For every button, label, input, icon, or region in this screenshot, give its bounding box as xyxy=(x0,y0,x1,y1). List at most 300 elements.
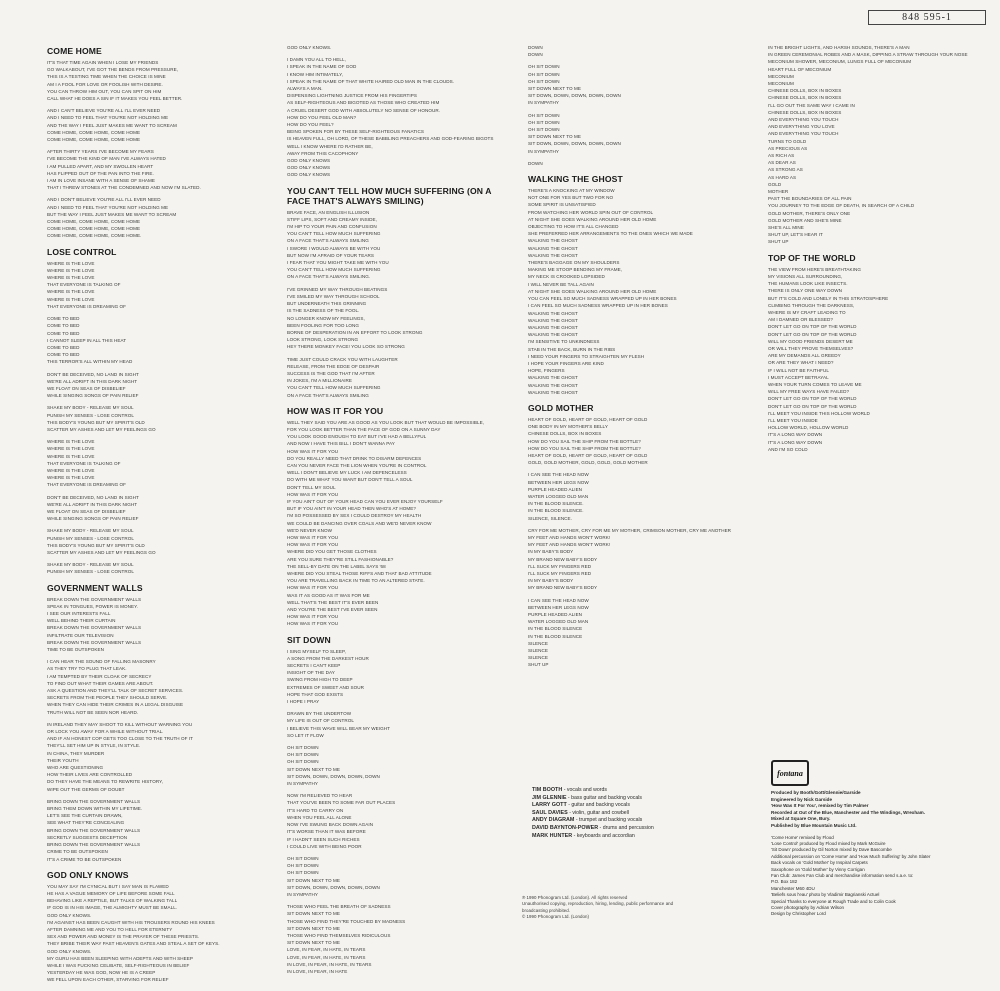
lyric-line: MECONIUM xyxy=(768,73,794,79)
lyric-line: WHERE IS THE LOVE xyxy=(47,467,95,473)
lyric-line: I FEAR THAT YOU MIGHT TAKE ME WITH YOU xyxy=(287,260,389,266)
lyric-line: HEART FULL OF MECONIUM xyxy=(768,66,832,72)
lyric-line: THIS IS A TESTING TIME WHEN THE CHOICE IS MINE xyxy=(47,74,166,80)
lyric-line: MOTHER xyxy=(768,189,789,195)
lyric-line: SECRETS I CAN'T KEEP xyxy=(287,663,341,669)
lyric-line: IN THE BLOOD SILENCE. xyxy=(528,501,584,507)
lyric-line: I SPEAK IN THE NAME OF THAT WHITE HAIRED OLD MAN IN THE CLOUDS. xyxy=(287,78,455,84)
lyric-line: DRAWN BY THE UNDERTOW xyxy=(287,711,352,717)
lyric-line: GOLD MOTHER, THERE'S ONLY ONE xyxy=(768,210,851,216)
lyric-line: MY GURU HAS BEEN SLEEPING WITH ADEPTS AND WITH SHEEP xyxy=(47,955,193,961)
lyric-line: GOD ONLY KNOWS xyxy=(287,158,331,164)
lyric-line: INSIGHT OF THE DAY xyxy=(287,670,335,676)
lyric-line: WHERE IS THE LOVE xyxy=(47,275,95,281)
lyric-line: SIT DOWN, DOWN, DOWN, DOWN, DOWN xyxy=(287,773,380,779)
lyric-line: WELL I KNOW WHERE I'D RATHER BE, xyxy=(287,143,373,149)
lyric-line: WATER LOGGED OLD MAN xyxy=(528,619,589,625)
lyric-line: IN GREEN CEREMONIAL ROBES AND A MASK, DIPPING A STRAW THROUGH YOUR NOSE xyxy=(768,52,968,58)
production-note: Manchester M60 4DU xyxy=(771,885,815,891)
lyric-line: DOWN xyxy=(528,52,543,58)
lyric-line: THAT EVERYONE IS DREAMING OF xyxy=(47,482,126,488)
personnel-row xyxy=(532,825,752,833)
lyric-line: I'VE BECOME THE KIND OF MAN I'VE ALWAYS HATED xyxy=(47,156,166,162)
lyric-line: A CRUEL DESERT GOD WITH ABSOLUTELY NO SENSE OF HONOUR. xyxy=(287,107,441,113)
lyric-line: BRING THEM DOWN WITHIN MY LIFETIME. xyxy=(47,806,143,812)
lyric-line: FROM WATCHING HER WORLD SPIN OUT OF CONTROL xyxy=(528,209,654,215)
stanza xyxy=(47,404,273,433)
member-role: - violin, guitar and cowbell xyxy=(569,809,629,816)
production-note: Design by Christopher Lord xyxy=(771,911,826,917)
production-credits xyxy=(771,790,986,918)
lyric-line: I AM TEMPTED BY THEIR CLOAK OF SECRECY xyxy=(47,673,152,679)
song-block xyxy=(287,635,513,976)
stanza xyxy=(47,260,273,310)
stanza xyxy=(47,658,273,716)
lyric-line: YOU CAN THROW HIM OUT, YOU CAN SPIT ON HIM xyxy=(47,88,162,94)
lyric-line: GOD ONLY KNOWS. xyxy=(47,912,92,918)
lyric-line: SIT DOWN, DOWN, DOWN, DOWN, DOWN xyxy=(528,93,621,99)
lyric-line: IN SYMPATHY xyxy=(528,100,560,106)
lyric-line: IT'S A LONG WAY DOWN xyxy=(768,432,823,438)
lyric-line: THIS BODY'S YOUNG BUT MY SPIRIT'S OLD xyxy=(47,419,145,425)
lyric-line: THERE'S BAGGAGE ON MY SHOULDERS xyxy=(528,260,620,266)
lyric-line: MY NECK IS CROOKED LOPSIDED xyxy=(528,274,605,280)
lyric-line: IT'S A LONG WAY DOWN xyxy=(768,439,823,445)
song-block xyxy=(287,186,513,399)
lyric-line: SIT DOWN NEXT TO ME xyxy=(528,134,581,140)
legal-line: ℗ 1990 Phonogram Ltd. (London). All rights reserved xyxy=(522,895,628,900)
stanza xyxy=(287,209,513,281)
lyric-line: COME TO BED xyxy=(47,344,80,350)
lyric-line: SECRETS FROM THE PEOPLE THEY SHOULD SERVE. xyxy=(47,695,168,701)
lyric-line: COME TO BED xyxy=(47,323,80,329)
lyric-line: THE HUMANS LOOK LIKE INSECTS. xyxy=(768,281,848,287)
song-title: SIT DOWN xyxy=(287,634,331,645)
lyric-line: I KNOW HIM INTIMATELY, xyxy=(287,71,343,77)
song-block xyxy=(47,870,273,984)
lyric-line: THIS TERROR'S ALL WITHIN MY HEAD xyxy=(47,359,133,365)
song-block xyxy=(768,44,994,246)
lyric-line: CHINESE DOLLS, BOX IN BOXES xyxy=(528,431,602,437)
lyric-line: CALL WHAT HE DOES A SIN IF IT MAKES YOU FEEL BETTER. xyxy=(47,96,183,102)
lyric-line: HE HAS A VAGUE MEMORY OF LIFE BEFORE SOME FALL xyxy=(47,890,175,896)
lyric-line: MECONIUM SHOWER, MECONIUM, LUNGS FULL OF MECONIUM xyxy=(768,59,912,65)
stanza xyxy=(528,416,754,466)
lyric-line: SHUT UP, LET'S HEAR IT xyxy=(768,232,823,238)
stanza xyxy=(528,187,754,396)
stanza xyxy=(287,792,513,850)
stanza xyxy=(47,721,273,793)
lyric-line: I CAN SEE THE HEAD NOW xyxy=(528,597,589,603)
member-role: - vocals and words xyxy=(563,787,607,793)
lyric-line: HOW WAS IT FOR YOU xyxy=(287,448,339,454)
lyric-line: I CAN HEAR THE SOUND OF FALLING MASONRY xyxy=(47,659,156,665)
lyric-line: HOW THEIR LIVES ARE CONTROLLED xyxy=(47,772,133,778)
lyric-line: HOW WAS IT FOR YOU xyxy=(287,542,339,548)
lyric-line: DON'T LET GO ON TOP OF THE WORLD xyxy=(768,331,857,337)
lyric-line: I'M HIP TO YOUR PAIN AND CONFUSION xyxy=(287,224,377,230)
lyric-line: OH SIT DOWN xyxy=(528,119,560,125)
lyric-line: AND THE WAY I FEEL JUST MAKES ME WANT TO SCREAM xyxy=(47,122,177,128)
lyric-line: OH SIT DOWN xyxy=(528,71,560,77)
lyric-line: WHILE I WAS FUCKING CELIBATE, SELF-RIGHTEOUS IN BELIEF xyxy=(47,962,190,968)
stanza xyxy=(287,648,513,706)
song-block xyxy=(47,46,273,240)
lyric-line: SHAKE MY BODY - RELEASE MY SOUL xyxy=(47,528,134,534)
stanza xyxy=(47,371,273,400)
lyric-line: SECRETLY SUGGESTS DECEPTION xyxy=(47,834,128,840)
lyric-line: PURPLE HEADED ALIEN xyxy=(528,612,583,618)
lyric-line: SEE WHAT THEY'RE CONCEALING xyxy=(47,820,125,826)
lyric-line: INFILTRATE OUR TELEVISION xyxy=(47,632,114,638)
lyric-line: GOLD, GOLD MOTHER, GOLD, GOLD, GOLD MOTHER xyxy=(528,460,648,466)
lyric-line: MY LIFE IS OUT OF CONTROL xyxy=(287,718,354,724)
legal-line: broadcasting prohibited. xyxy=(522,907,571,913)
lyric-line: WHEN YOUR TURN COMES TO LEAVE ME xyxy=(768,381,862,387)
lyric-line: AS DEAR AS xyxy=(768,160,796,166)
lyric-line: WHERE IS THE LOVE xyxy=(47,446,95,452)
lyric-line: AND NOW I HAVE THIS BILL I DON'T WANNA PAY xyxy=(287,441,395,447)
lyric-line: I CAN SEE THE HEAD NOW xyxy=(528,472,589,478)
lyric-line: THE VIEW FROM HERE'S BREATHTAKING xyxy=(768,266,861,272)
lyric-line: AS STRONG AS xyxy=(768,167,803,173)
lyric-line: DON'T LET GO ON TOP OF THE WORLD xyxy=(768,324,857,330)
lyric-line: BEING SPOKEN FOR BY THESE SELF-RIGHTEOUS FANATICS xyxy=(287,129,424,135)
lyric-line: THERE'S A KNOCKING AT MY WINDOW xyxy=(528,188,615,194)
lyric-line: WELL THAT'S THE BEST IT'S EVER BEEN xyxy=(287,599,379,605)
lyric-line: AS HARD AS xyxy=(768,174,797,180)
lyric-line: MY BRAND NEW BABY'S BODY xyxy=(528,556,598,562)
member-role: - trumpet and backing vocals xyxy=(575,817,643,824)
lyric-line: COME TO BED xyxy=(47,352,80,358)
lyric-line: ON A FACE THAT'S ALWAYS SMILING xyxy=(287,392,369,398)
lyric-line: ALWAYS A MAN. xyxy=(287,86,323,92)
stanza xyxy=(47,148,273,191)
production-note: 'Beliefs sous l'eau' photo by Vladimir Bagrianski Actuel xyxy=(771,892,880,898)
lyric-line: LET'S SEE THE CURTAIN DRAWN, xyxy=(47,813,123,819)
production-note: Back vocals on 'Gold Mother' by Inspiral Carpets xyxy=(771,860,868,866)
lyric-line: STIFF LIPS, SOFT AND CREAMY INSIDE, xyxy=(287,216,377,222)
lyric-line: I MUST ACCEPT BETRAYAL xyxy=(768,374,829,380)
lyric-line: HEART OF GOLD, HEART OF GOLD, HEART OF GOLD xyxy=(528,416,648,422)
lyric-line: SCATTER MY ASHES AND LET MY FEELINGS GO xyxy=(47,426,156,432)
song-title: GOLD MOTHER xyxy=(528,402,594,413)
lyric-line: BREAK DOWN THE GOVERNMENT WALLS xyxy=(47,596,142,602)
production-note: Fan Club: James Fan Club and merchandise information send s.a.e. to: xyxy=(771,873,914,878)
lyric-line: YOU CAN'T TELL HOW MUCH SUFFERING xyxy=(287,385,381,391)
lyric-line: BUT UNDERNEATH THIS GRINNING xyxy=(287,301,367,307)
lyric-line: OH SIT DOWN xyxy=(287,745,319,751)
lyric-line: IN THE BLOOD SILENCE xyxy=(528,633,583,639)
lyric-line: I SPEAK IN THE NAME OF GOD xyxy=(287,64,357,70)
production-credit: Engineered by Nick Garside xyxy=(771,796,833,802)
lyric-line: CRIME TO BE OUTSPOKEN xyxy=(47,849,108,855)
personnel-row xyxy=(532,817,752,825)
lyric-line: AT NIGHT SHE GOES WALKING AROUND HER OLD HOME xyxy=(528,216,657,222)
lyric-line: AS PRECIOUS AS xyxy=(768,145,808,151)
lyric-line: HOW WAS IT FOR YOU xyxy=(287,534,339,540)
stanza xyxy=(47,107,273,143)
lyric-line: CLIMBING THROUGH THE DARKNESS, xyxy=(768,302,855,308)
stanza xyxy=(528,527,754,592)
lyric-line: OH SIT DOWN xyxy=(528,127,560,133)
lyric-line: AS RICH AS xyxy=(768,153,795,159)
lyrics-column-4 xyxy=(768,44,994,460)
lyric-line: BEHAVING LIKE A REPTILE, BUT TALKS OF WALKING TALL xyxy=(47,898,178,904)
stanza xyxy=(528,471,754,521)
lyric-line: THAT EVERYONE IS TALKING OF xyxy=(47,282,121,288)
lyric-line: SILENCE, SILENCE. xyxy=(528,515,572,521)
member-name: JIM GLENNIE xyxy=(532,794,567,801)
lyric-line: I HOPE YOUR FINGERS ARE KIND xyxy=(528,360,604,366)
lyric-line: DON'T BE DECEIVED, NO LAND IN SIGHT xyxy=(47,494,139,500)
lyric-line: HOW DO YOU FEEL? xyxy=(287,122,334,128)
lyric-line: OH SIT DOWN xyxy=(287,752,319,758)
lyric-line: OR LOCK YOU AWAY FOR A WHILE WITHOUT TRIAL. xyxy=(47,729,164,735)
lyric-line: MY BRAND NEW BABY'S BODY xyxy=(528,585,598,591)
member-role: - keyboards and accordian xyxy=(573,832,635,839)
lyric-line: SCATTER MY ASHES AND LET MY FEELINGS GO xyxy=(47,549,156,555)
lyric-line: IN THE BLOOD SILENCE xyxy=(528,626,583,632)
lyric-line: THEY BRIBE THEIR WAY PAST HEAVEN'S GATES AND STEAL A SET OF KEYS. xyxy=(47,941,220,947)
lyric-line: STAB IN THE BACK, BURN IN THE RIBS xyxy=(528,346,616,352)
lyric-line: WHERE IS THE LOVE xyxy=(47,439,95,445)
lyric-line: WHERE DID YOU STEAL THOSE RIFFS AND THAT BAD ATTITUDE xyxy=(287,571,432,576)
lyric-line: NOT ONE FOR YES BUT TWO FOR NO xyxy=(528,195,614,201)
production-note: 'Come Home' remixed by Flood xyxy=(771,834,834,840)
lyric-line: YESTERDAY HE WAS GOD, NOW HE IS A CREEP xyxy=(47,970,156,976)
lyric-line: IN THE BRIGHT LIGHTS, AND HARSH SOUNDS, THERE'S A MAN xyxy=(768,45,910,50)
lyric-line: DO WITH ME WHAT YOU WANT BUT DON'T TELL A SOUL xyxy=(287,477,413,483)
lyric-line: THE SELL-BY DATE ON THE LABEL SAYS '68 xyxy=(287,563,386,569)
lyric-line: YOU MAY SAY I'M CYNICAL BUT I SAY MAN IS FLAWED xyxy=(47,883,169,889)
lyric-line: AND YOU'RE THE BEST I'VE EVER SEEN xyxy=(287,607,378,613)
lyric-line: WE FLOAT ON SEAS OF DISBELIEF xyxy=(47,385,126,391)
member-role: - bass guitar and backing vocals xyxy=(567,794,643,801)
lyric-line: THAT EVERYONE IS TALKING OF xyxy=(47,460,121,466)
lyric-line: THIS BODY'S YOUNG BUT MY SPIRIT'S OLD xyxy=(47,542,145,548)
lyric-line: IT'S A CRIME TO BE OUTSPOKEN xyxy=(47,856,122,862)
lyric-line: IN THE BLOOD SILENCE. xyxy=(528,508,584,514)
stanza xyxy=(287,855,513,898)
stanza xyxy=(287,744,513,787)
lyric-line: AM I A FOOL FOR LOVE OR FOOLISH WITH DESIRE. xyxy=(47,81,163,87)
lyric-line: TIME TO BE OUTSPOKEN xyxy=(47,647,104,653)
lyric-line: CHINESE DOLLS, BOX IN BOXES xyxy=(768,88,842,94)
lyric-line: A SONG FROM THE DARKEST HOUR xyxy=(287,655,369,661)
lyric-line: IF GOD IS IN HIS IMAGE, THE ALMIGHTY MUST BE SMALL. xyxy=(47,905,178,911)
copyright-notice xyxy=(522,895,742,921)
lyric-line: BRAVE FACE, AN ENGLISH ILLUSION xyxy=(287,209,370,215)
lyric-line: AND I'M SO COLD xyxy=(768,446,808,452)
member-name: LARRY GOTT xyxy=(532,802,567,809)
production-note: Additional percussion on 'Come Home' and 'How Much Suffering' by John Slater xyxy=(771,853,931,859)
lyric-line: SHE'S ALL MINE xyxy=(768,225,804,231)
lyric-line: I'M SENSITIVE TO UNKINDNESS xyxy=(528,339,600,345)
lyric-line: I'LL SUCK MY FINGERS RED xyxy=(528,571,592,576)
lyric-line: SILENCE xyxy=(528,640,549,646)
lyric-line: HOW WAS IT FOR YOU xyxy=(287,621,339,627)
stanza xyxy=(47,494,273,523)
lyric-line: WALKING THE GHOST xyxy=(528,238,578,244)
lyric-line: AND I NEED TO FEEL THAT YOU'RE NOT HOLDING ME xyxy=(47,115,169,121)
lyric-line: HEART OF GOLD, HEART OF GOLD, HEART OF GOLD xyxy=(528,452,648,458)
lyric-line: THAT I THREW STONES AT THE CONDEMNED AND NOW I'M SLATED. xyxy=(47,185,201,191)
lyric-line: BUT NOW I'M AFRAID OF YOUR TEARS xyxy=(287,252,374,258)
lyric-line: AFTER DAMNING ME AND YOU TO HELL FOR ETERNITY xyxy=(47,926,173,932)
member-role: - drums and percussion xyxy=(599,824,654,831)
lyric-line: BEEN FOOLING FOR TOO LONG xyxy=(287,322,360,328)
lyric-line: SHAKE MY BODY - RELEASE MY SOUL xyxy=(47,405,134,411)
lyric-line: I'VE SMILED MY WAY THROUGH SCHOOL xyxy=(287,293,380,299)
lyric-line: WHILE SINGING SONGS OF PAIN RELIEF xyxy=(47,516,139,522)
lyric-line: WHERE IS THE LOVE xyxy=(47,475,95,481)
personnel-row xyxy=(532,833,752,841)
lyric-line: THERE IS ONLY ONE WAY DOWN xyxy=(768,288,843,294)
lyric-line: WATER LOGGED OLD MAN xyxy=(528,493,589,499)
lyric-line: YOU CAN'T TELL HOW MUCH SUFFERING xyxy=(287,231,381,237)
lyric-line: SHUT UP xyxy=(528,662,549,668)
lyric-line: I'LL MEET YOU INSIDE xyxy=(768,417,818,423)
lyric-line: WHEN YOU FEEL ALL ALONE xyxy=(287,814,352,820)
lyric-line: CAN YOU NEVER FACE THE LION WHEN YOU'RE IN CONTROL xyxy=(287,462,427,468)
lyric-line: SWING FROM HIGH TO DEEP xyxy=(287,677,353,683)
lyric-line: COME HOME, COME HOME, COME HOME xyxy=(47,226,141,232)
song-title: LOSE CONTROL xyxy=(47,246,117,257)
lyric-line: SHE PREFERRED HER ARRANGEMENTS TO THE ONES WHICH WE MADE xyxy=(528,231,693,237)
lyric-line: SIT DOWN NEXT TO ME xyxy=(287,766,340,772)
lyric-line: OH SIT DOWN xyxy=(287,855,319,861)
lyric-line: MECONIUM xyxy=(768,81,794,87)
lyric-line: WELL BEHIND THEIR CURTAIN xyxy=(47,618,116,624)
lyric-line: HEY THERE MONKEY FACE! YOU LOOK SO STRONG xyxy=(287,344,405,350)
legal-line: Unauthorised copying, reproduction, hiring, lending, public performance and xyxy=(522,901,674,907)
lyric-line: WHERE DID YOU GET THOSE CLOTHES xyxy=(287,549,377,555)
lyric-line: NO LONGER KNOW MY FEELINGS, xyxy=(287,315,365,321)
lyric-line: OH SIT DOWN xyxy=(528,78,560,84)
personnel-row xyxy=(532,787,752,795)
lyric-line: IN LOVE, IN FEAR, IN HATE, IN TEARS xyxy=(287,961,372,967)
lyric-line: HOW WAS IT FOR YOU xyxy=(287,585,339,591)
lyric-line: WILL MY FREE WAYS HAVE FAILED? xyxy=(768,389,850,395)
production-note: P.O. Box 182 xyxy=(771,879,798,885)
stanza xyxy=(47,196,273,239)
lyric-line: BRING DOWN THE GOVERNMENT WALLS xyxy=(47,827,141,833)
lyric-line: IN JOKES, I'M A MILLIONAIRE xyxy=(287,378,353,384)
song-title: YOU CAN'T TELL HOW MUCH SUFFERING (ON A FACE THAT'S ALWAYS SMILING) xyxy=(287,185,492,206)
lyric-line: AND EVERYTHING YOU TOUCH xyxy=(768,131,839,137)
lyric-line: DO THEY HAVE THE MEANS TO REWRITE HISTORY, xyxy=(47,779,163,785)
lyric-line: I SEE OUR INTERESTS FALL xyxy=(47,611,111,616)
lyric-line: COME TO BED xyxy=(47,330,80,336)
lyric-line: OR WILL THEY PROVE THEMSELVES? xyxy=(768,345,854,351)
lyric-line: YOU CAN FEEL SO MUCH SADNESS WRAPPED UP IN HER BONES xyxy=(528,296,677,302)
lyric-line: WHERE IS MY CRAFT LEADING TO xyxy=(768,309,846,315)
fontana-logo-text: fontana xyxy=(777,768,803,778)
lyric-line: WHO ARE QUESTIONING xyxy=(47,765,104,771)
song-block xyxy=(528,44,754,167)
production-credit: Produced by Booth/Gott/Glennie/Garside xyxy=(771,790,861,795)
catalog-number: 848 595-1 xyxy=(868,10,986,25)
song-title: HOW WAS IT FOR YOU xyxy=(287,405,384,416)
song-title: WALKING THE GHOST xyxy=(528,174,623,185)
lyric-line: YOU CAN'T TELL HOW MUCH SUFFERING xyxy=(287,267,381,273)
lyric-line: DOWN xyxy=(528,45,543,50)
song-block xyxy=(287,406,513,628)
stanza xyxy=(528,112,754,155)
lyric-line: YOU LOOK GOOD ENOUGH TO EAT BUT I'VE HAD A BELLYFUL xyxy=(287,434,427,440)
lyric-line: WALKING THE GHOST xyxy=(528,389,578,395)
lyric-line: WALKING THE GHOST xyxy=(528,317,578,323)
lyric-line: AWAY FROM THIS CACOPHONY xyxy=(287,150,359,156)
lyric-line: WHERE IS THE LOVE xyxy=(47,296,95,302)
lyric-line: WALKING THE GHOST xyxy=(528,324,578,330)
song-block xyxy=(287,44,513,179)
lyric-line: SIT DOWN NEXT TO ME xyxy=(528,86,581,92)
lyric-line: OBJECTING TO HOW IT'S ALL CHANGED xyxy=(528,224,619,230)
lyric-line: CHINESE DOLLS, BOX IN BOXES xyxy=(768,109,842,115)
lyric-line: HOPE, FINGERS xyxy=(528,368,565,374)
lyric-line: WALKING THE GHOST xyxy=(528,245,578,251)
song-block xyxy=(768,253,994,453)
lyric-line: WILL MY GOOD FRIENDS DESERT ME xyxy=(768,338,853,344)
lyric-line: WALKING THE GHOST xyxy=(528,375,578,381)
lyric-line: WELL I DON'T BELIEVE MY LUCK I AM DEFENCELESS xyxy=(287,470,407,476)
lyric-line: WALKING THE GHOST xyxy=(528,332,578,338)
personnel-row xyxy=(532,810,752,818)
lyric-line: CRY FOR ME MOTHER, CRY FOR ME MY MOTHER, CRIMSON MOTHER, CRY ME ANOTHER xyxy=(528,527,732,533)
lyric-line: AND I NEED TO FEEL THAT YOU'RE NOT HOLDING ME xyxy=(47,204,169,210)
lyric-line: SILENCE xyxy=(528,655,549,661)
stanza xyxy=(528,597,754,669)
lyric-line: I'M SO POSSESSED BY SEX I COULD DESTROY MY HEALTH xyxy=(287,513,422,519)
lyric-line: AT NIGHT SHE GOES WALKING AROUND HER OLD HOME xyxy=(528,288,657,294)
lyric-line: AND I CAN'T BELIEVE YOU'RE ALL I'LL EVER NEED xyxy=(47,108,161,114)
production-credit: Recorded at Out of the Blue, Manchester and The Windings, Wrexham. xyxy=(771,809,926,815)
lyric-line: COME HOME, COME HOME, COME HOME. xyxy=(47,233,142,239)
lyric-line: PUNISH MY SENSES - LOSE CONTROL xyxy=(47,412,134,418)
lyric-line: BRING DOWN THE GOVERNMENT WALLS xyxy=(47,842,141,848)
lyric-line: WE FELL UPON EACH OTHER, STARVING FOR RELIEF xyxy=(47,977,169,983)
lyric-line: AND EVERYTHING YOU LOVE xyxy=(768,124,835,130)
lyric-line: DON'T LET GO ON TOP OF THE WORLD xyxy=(768,403,857,409)
lyric-line: TRUTH WILL NOT BE SEEN NOR HEARD. xyxy=(47,709,139,715)
lyric-line: WE FLOAT ON SEAS OF DISBELIEF xyxy=(47,508,126,514)
lyric-line: SHAKE MY BODY - RELEASE MY SOUL xyxy=(47,562,134,568)
stanza xyxy=(528,44,754,58)
lyric-line: DON'T TELL MY SOUL xyxy=(287,484,336,490)
lyric-line: IN MY BABY'S BODY xyxy=(528,578,574,584)
lyric-line: WHILE SINGING SONGS OF PAIN RELIEF xyxy=(47,393,139,399)
lyric-line: WE'RE ALL ADRIFT IN THIS DARK NIGHT xyxy=(47,501,138,507)
lyric-line: WE COULD BE DANCING OVER COALS AND WE'D NEVER KNOW xyxy=(287,520,432,526)
lyric-line: ARE YOU SURE THEY'RE STILL FASHIONABLE? xyxy=(287,556,394,562)
lyric-line: WE'RE ALL ADRIFT IN THIS DARK NIGHT xyxy=(47,378,138,384)
lyric-line: FOR YOU LOOK BETTER THAN THE FACE OF GOD ON A SUNNY DAY xyxy=(287,426,441,432)
lyric-line: HOPE THAT GOD EXISTS xyxy=(287,691,344,697)
lyric-line: SPEAK IN TONGUES, POWER IS MONEY. xyxy=(47,603,138,609)
lyric-line: IS THE SADNESS OF THE FOOL. xyxy=(287,308,360,314)
lyric-line: BUT IF YOU AIN'T IN YOUR HEAD THEN WHO'S AT HOME? xyxy=(287,506,416,512)
song-block xyxy=(47,583,273,863)
member-name: ANDY DIAGRAM xyxy=(532,817,575,824)
lyric-line: I NEED YOUR FINGERS TO STRAIGHTEN MY FLESH xyxy=(528,353,645,359)
lyric-line: TURNS TO GOLD xyxy=(768,138,807,144)
lyric-line: IN IRELAND THEY MAY SHOOT TO KILL WITHOUT WARNING YOU xyxy=(47,721,193,727)
lyric-line: LOVE, IN FEAR, IN HATE, IN TEARS xyxy=(287,954,366,960)
lyric-line: MAKING ME STOOP BENDING MY FRAME, xyxy=(528,267,623,273)
stanza xyxy=(287,56,513,178)
